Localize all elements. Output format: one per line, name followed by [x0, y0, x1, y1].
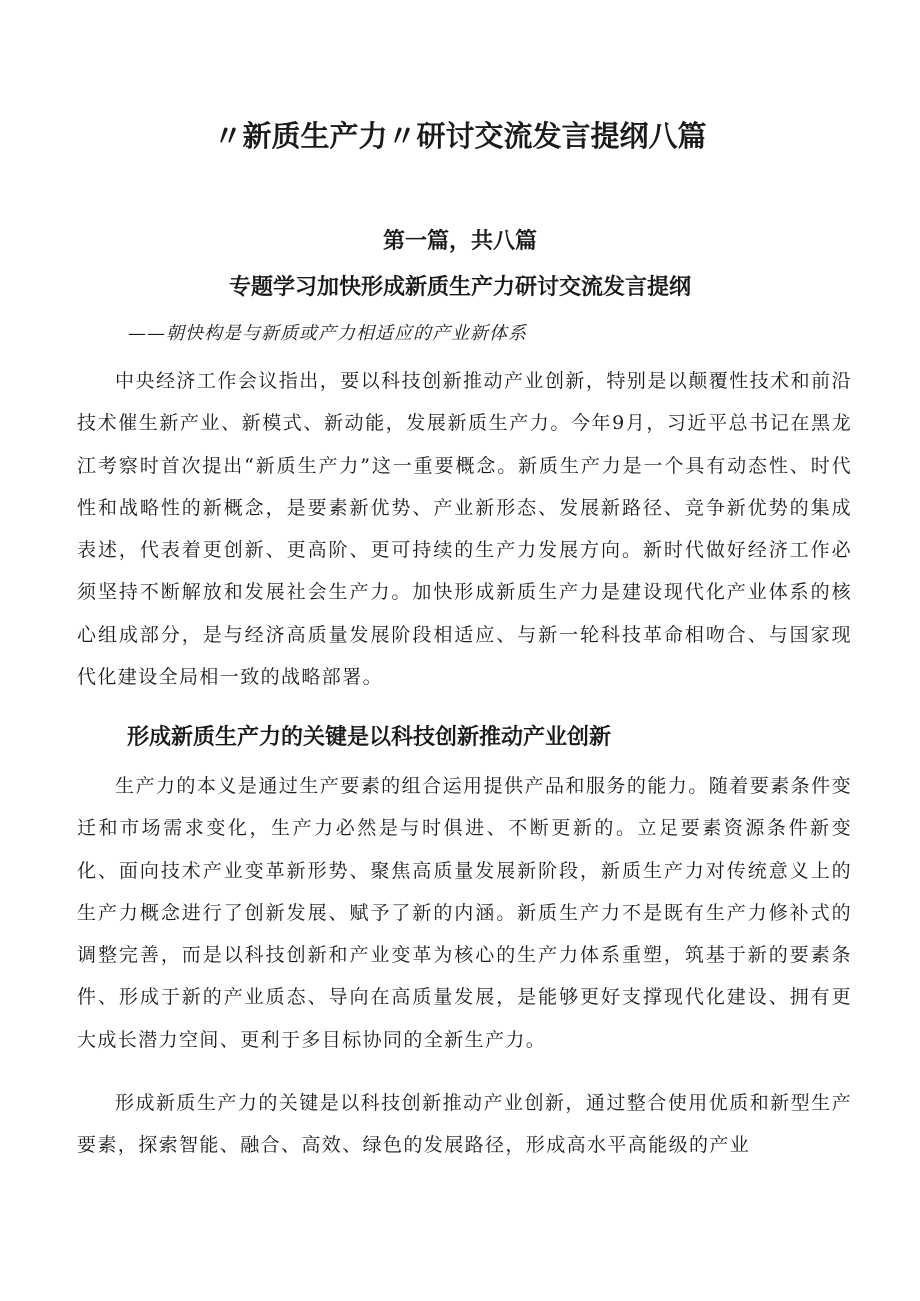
paragraph-3: 形成新质生产力的关键是以科技创新推动产业创新，通过整合使用优质和新型生产要素，探索智能、融合、高效、绿色的发展路径，形成高水平高能级的产业: [77, 1092, 852, 1157]
part-label: 第一篇，共八篇: [382, 229, 537, 254]
paragraph-2: 生产力的本义是通过生产要素的组合运用提供产品和服务的能力。随着要素条件变迁和市场需求变化，生产力必然是与时俱进、不断更新的。立足要素资源条件新变化、面向技术产业变革新形势、聚焦高质量发展新阶段，新质生产力对传统意义上的生产力概念进行了创新发展、赋予了新的内涵。新质生产力不是既有生产力修补式的调整完善，而是以科技创新和产业变革为核心的生产力体系重塑，筑基于新的要素条件、形成于新的产业质态、导向在高质量发展，是能够更好支撑现代化建设、拥有更大成长潜力空间、更利于多目标协同的全新生产力。: [77, 775, 852, 1051]
document-title: 〃新质生产力〃研讨交流发言提纲八篇: [213, 119, 707, 153]
paragraph-1: 中央经济工作会议指出，要以科技创新推动产业创新，特别是以颠覆性技术和前沿技术催生新产业、新模式、新动能，发展新质生产力。今年9月，习近平总书记在黑龙江考察时首次提出“新质生产力”这一重要概念。新质生产力是一个具有动态性、时代性和战略性的新概念，是要素新优势、产业新形态、发展新路径、竞争新优势的集成表述，代表着更创新、更高阶、更可持续的生产力发展方向。新时代做好经济工作必须坚持不断解放和发展社会生产力。加快形成新质生产力是建设现代化产业体系的核心组成部分，是与经济高质量发展阶段相适应、与新一轮科技革命相吻合、与国家现代化建设全局相一致的战略部署。: [77, 370, 852, 689]
document-subtitle: 专题学习加快形成新质生产力研讨交流发言提纲: [228, 275, 691, 300]
byline: ——朝快构是与新质或产力相适应的产业新体系: [128, 323, 527, 344]
section-heading: 形成新质生产力的关键是以科技创新推动产业创新: [127, 725, 612, 750]
